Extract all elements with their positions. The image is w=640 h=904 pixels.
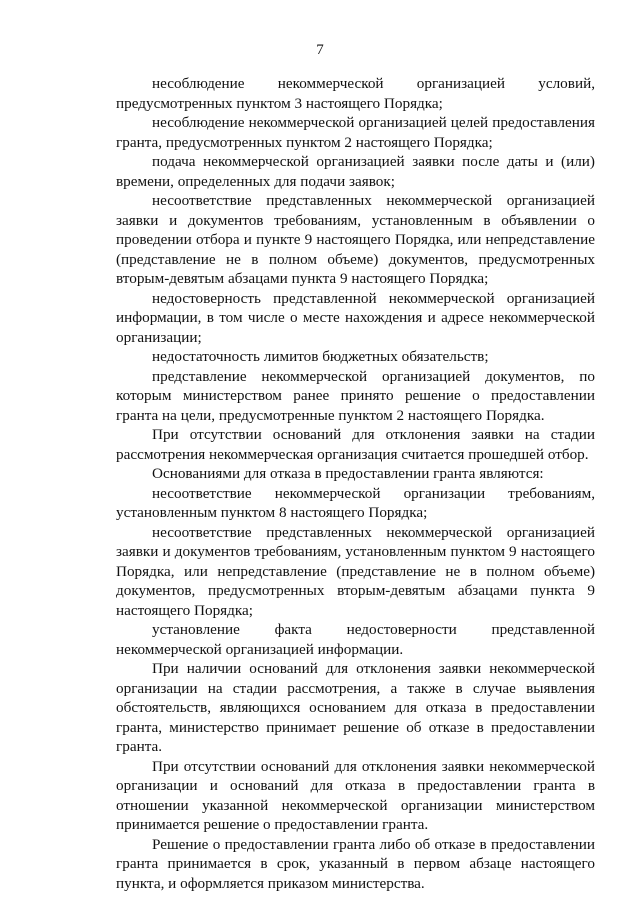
paragraph: При отсутствии оснований для отклонения заявки некоммерческой организации и оснований для отказа в предоставлении гранта в отношении указанной некоммерческой организации министерством принимается решение о предоставлении гранта.: [116, 757, 595, 833]
paragraph: несоответствие некоммерческой организации требованиям, установленным пунктом 8 настоящего Порядка;: [116, 484, 595, 521]
paragraph: несоблюдение некоммерческой организацией целей предоставления гранта, предусмотренных пунктом 2 настоящего Порядка;: [116, 114, 595, 151]
paragraph: несоответствие представленных некоммерческой организацией заявки и документов требованиям, установленным в объявлении о проведении отбора и пункте 9 настоящего Порядка, или непредставление (представление не в полном объеме) документов, предусмотренных вторым-девятым абзацами пункта 9 настоящего Порядка;: [116, 192, 595, 287]
paragraph: При отсутствии оснований для отклонения заявки на стадии рассмотрения некоммерческая организация считается прошедшей отбор.: [116, 426, 595, 463]
paragraph: Решение о предоставлении гранта либо об отказе в предоставлении гранта принимается в срок, указанный в первом абзаце настоящего пункта, и оформляется приказом министерства.: [116, 835, 595, 892]
page-number: 7: [316, 42, 324, 58]
paragraph: несоблюдение некоммерческой организацией условий, предусмотренных пунктом 3 настоящего Порядка;: [116, 75, 595, 112]
paragraph: подача некоммерческой организацией заявки после даты и (или) времени, определенных для подачи заявок;: [116, 153, 595, 190]
paragraph: несоответствие представленных некоммерческой организацией заявки и документов требованиям, установленным пунктом 9 настоящего Порядка, или непредставление (представление не в полном объеме) документов, предусмотренных вторым-девятым абзацами пункта 9 настоящего Порядка;: [116, 523, 595, 619]
document-body: [116, 74, 595, 893]
paragraph: При наличии оснований для отклонения заявки некоммерческой организации на стадии рассмотрения, а также в случае выявления обстоятельств, являющихся основанием для отказа в предоставлении гранта, министерство принимает решение об отказе в предоставлении гранта.: [116, 660, 595, 755]
paragraph: установление факта недостоверности представленной некоммерческой организацией информации.: [116, 621, 595, 658]
paragraph: представление некоммерческой организацией документов, по которым министерством ранее принято решение о предоставлении гранта на цели, предусмотренные пунктом 2 настоящего Порядка.: [116, 367, 595, 424]
paragraph: недостоверность представленной некоммерческой организацией информации, в том числе о месте нахождения и адресе некоммерческой организации;: [116, 289, 595, 346]
paragraph: Основаниями для отказа в предоставлении гранта являются:: [152, 465, 544, 482]
paragraph: недостаточность лимитов бюджетных обязательств;: [152, 348, 489, 365]
